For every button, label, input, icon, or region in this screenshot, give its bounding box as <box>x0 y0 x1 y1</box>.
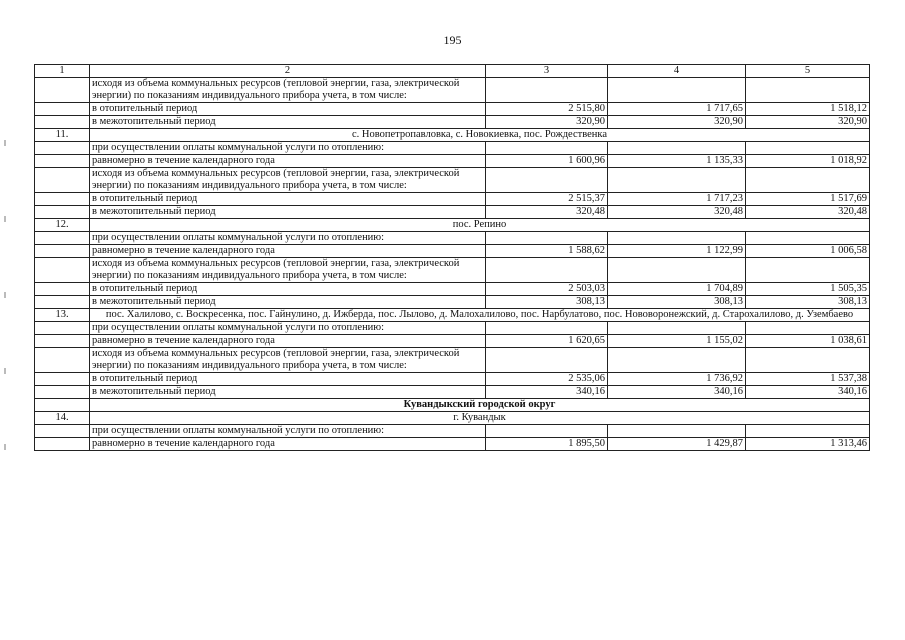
district-name: Кувандыкский городской округ <box>90 399 870 412</box>
row-index <box>35 116 90 129</box>
row-description: равномерно в течение календарного года <box>90 155 486 168</box>
value-cell <box>746 425 870 438</box>
row-description: исходя из объема коммунальных ресурсов (тепловой энергии, газа, электрической энергии) по показаниям индивидуального прибора учета, в том числе: <box>90 78 486 103</box>
row-description: при осуществлении оплаты коммунальной услуги по отоплению: <box>90 425 486 438</box>
value-cell <box>486 258 608 283</box>
value-cell: 1 600,96 <box>486 155 608 168</box>
locality-name: с. Новопетропавловка, с. Новокиевка, пос. Рождественка <box>90 129 870 142</box>
row-description: равномерно в течение календарного года <box>90 245 486 258</box>
column-number: 4 <box>608 65 746 78</box>
table-row <box>35 283 870 296</box>
value-cell: 2 515,80 <box>486 103 608 116</box>
value-cell <box>746 232 870 245</box>
row-index <box>35 142 90 155</box>
value-cell <box>486 142 608 155</box>
row-index: 11. <box>35 129 90 142</box>
value-cell: 340,16 <box>608 386 746 399</box>
value-cell <box>746 78 870 103</box>
row-description: в отопительный период <box>90 373 486 386</box>
locality-row <box>35 412 870 425</box>
locality-name: г. Кувандык <box>90 412 870 425</box>
row-index <box>35 399 90 412</box>
value-cell: 1 717,65 <box>608 103 746 116</box>
value-cell: 320,48 <box>486 206 608 219</box>
locality-row <box>35 309 870 322</box>
locality-row <box>35 219 870 232</box>
value-cell: 320,90 <box>486 116 608 129</box>
value-cell <box>746 168 870 193</box>
row-description: в межотопительный период <box>90 296 486 309</box>
value-cell: 2 515,37 <box>486 193 608 206</box>
row-index <box>35 373 90 386</box>
value-cell: 1 518,12 <box>746 103 870 116</box>
value-cell <box>608 78 746 103</box>
value-cell: 1 505,35 <box>746 283 870 296</box>
row-description: при осуществлении оплаты коммунальной услуги по отоплению: <box>90 232 486 245</box>
value-cell <box>486 168 608 193</box>
row-index: 14. <box>35 412 90 425</box>
value-cell: 1 895,50 <box>486 438 608 451</box>
value-cell <box>746 142 870 155</box>
row-index <box>35 296 90 309</box>
value-cell <box>608 168 746 193</box>
row-index <box>35 103 90 116</box>
description-row <box>35 322 870 335</box>
value-cell: 1 517,69 <box>746 193 870 206</box>
value-cell: 308,13 <box>486 296 608 309</box>
row-index <box>35 425 90 438</box>
row-description: в отопительный период <box>90 283 486 296</box>
table-row <box>35 155 870 168</box>
value-cell <box>746 348 870 373</box>
row-description: в межотопительный период <box>90 386 486 399</box>
row-description: исходя из объема коммунальных ресурсов (тепловой энергии, газа, электрической энергии) по показаниям индивидуального прибора учета, в том числе: <box>90 258 486 283</box>
description-row <box>35 142 870 155</box>
column-number-row <box>35 65 870 78</box>
row-index <box>35 245 90 258</box>
value-cell <box>746 258 870 283</box>
column-number: 3 <box>486 65 608 78</box>
row-description: в межотопительный период <box>90 116 486 129</box>
row-index: 12. <box>35 219 90 232</box>
value-cell: 1 038,61 <box>746 335 870 348</box>
value-cell <box>486 322 608 335</box>
description-row <box>35 78 870 103</box>
table-row <box>35 116 870 129</box>
column-number: 5 <box>746 65 870 78</box>
column-number: 2 <box>90 65 486 78</box>
district-row <box>35 399 870 412</box>
value-cell <box>608 232 746 245</box>
row-index <box>35 206 90 219</box>
value-cell <box>608 425 746 438</box>
value-cell: 308,13 <box>608 296 746 309</box>
row-index: 13. <box>35 309 90 322</box>
row-description: при осуществлении оплаты коммунальной услуги по отоплению: <box>90 142 486 155</box>
value-cell: 340,16 <box>486 386 608 399</box>
value-cell: 2 535,06 <box>486 373 608 386</box>
row-index <box>35 258 90 283</box>
value-cell: 1 537,38 <box>746 373 870 386</box>
table-row <box>35 386 870 399</box>
row-description: в отопительный период <box>90 103 486 116</box>
column-number: 1 <box>35 65 90 78</box>
value-cell: 1 135,33 <box>608 155 746 168</box>
value-cell <box>608 142 746 155</box>
page-number: 195 <box>443 33 462 47</box>
value-cell <box>486 78 608 103</box>
table-row <box>35 103 870 116</box>
locality-name: пос. Халилово, с. Воскресенка, пос. Гайнулино, д. Ижберда, пос. Лылово, д. Малохалилово, пос. Нарбулатово, пос. Нововоронежский, д. Старохалилово, д. Узембаево <box>90 309 870 322</box>
table-row <box>35 373 870 386</box>
value-cell: 308,13 <box>746 296 870 309</box>
row-index <box>35 78 90 103</box>
value-cell: 320,48 <box>608 206 746 219</box>
description-row <box>35 425 870 438</box>
row-index <box>35 386 90 399</box>
locality-row <box>35 129 870 142</box>
tariff-table <box>34 64 870 451</box>
value-cell: 1 704,89 <box>608 283 746 296</box>
value-cell <box>608 348 746 373</box>
value-cell: 340,16 <box>746 386 870 399</box>
scan-edge-marks <box>4 140 7 560</box>
table-row <box>35 245 870 258</box>
row-index <box>35 232 90 245</box>
row-description: исходя из объема коммунальных ресурсов (тепловой энергии, газа, электрической энергии) по показаниям индивидуального прибора учета, в том числе: <box>90 348 486 373</box>
value-cell <box>486 348 608 373</box>
value-cell: 1 620,65 <box>486 335 608 348</box>
value-cell: 2 503,03 <box>486 283 608 296</box>
row-index <box>35 168 90 193</box>
value-cell <box>486 232 608 245</box>
description-row <box>35 258 870 283</box>
description-row <box>35 348 870 373</box>
row-description: в межотопительный период <box>90 206 486 219</box>
value-cell: 320,90 <box>608 116 746 129</box>
value-cell <box>608 258 746 283</box>
row-description: равномерно в течение календарного года <box>90 438 486 451</box>
row-description: при осуществлении оплаты коммунальной услуги по отоплению: <box>90 322 486 335</box>
row-index <box>35 155 90 168</box>
value-cell: 1 122,99 <box>608 245 746 258</box>
table-row <box>35 193 870 206</box>
row-index <box>35 335 90 348</box>
row-description: исходя из объема коммунальных ресурсов (тепловой энергии, газа, электрической энергии) по показаниям индивидуального прибора учета, в том числе: <box>90 168 486 193</box>
value-cell: 1 588,62 <box>486 245 608 258</box>
value-cell <box>746 322 870 335</box>
value-cell: 1 736,92 <box>608 373 746 386</box>
description-row <box>35 232 870 245</box>
value-cell <box>608 322 746 335</box>
table-row <box>35 296 870 309</box>
row-description: равномерно в течение календарного года <box>90 335 486 348</box>
row-index <box>35 322 90 335</box>
value-cell: 320,90 <box>746 116 870 129</box>
value-cell: 1 018,92 <box>746 155 870 168</box>
table-row <box>35 335 870 348</box>
value-cell: 1 717,23 <box>608 193 746 206</box>
description-row <box>35 168 870 193</box>
row-index <box>35 438 90 451</box>
value-cell: 1 155,02 <box>608 335 746 348</box>
row-description: в отопительный период <box>90 193 486 206</box>
table-row <box>35 206 870 219</box>
value-cell: 1 313,46 <box>746 438 870 451</box>
row-index <box>35 348 90 373</box>
row-index <box>35 283 90 296</box>
table-row <box>35 438 870 451</box>
row-index <box>35 193 90 206</box>
value-cell: 1 006,58 <box>746 245 870 258</box>
value-cell: 1 429,87 <box>608 438 746 451</box>
value-cell <box>486 425 608 438</box>
value-cell: 320,48 <box>746 206 870 219</box>
table-body <box>35 78 870 451</box>
locality-name: пос. Репино <box>90 219 870 232</box>
